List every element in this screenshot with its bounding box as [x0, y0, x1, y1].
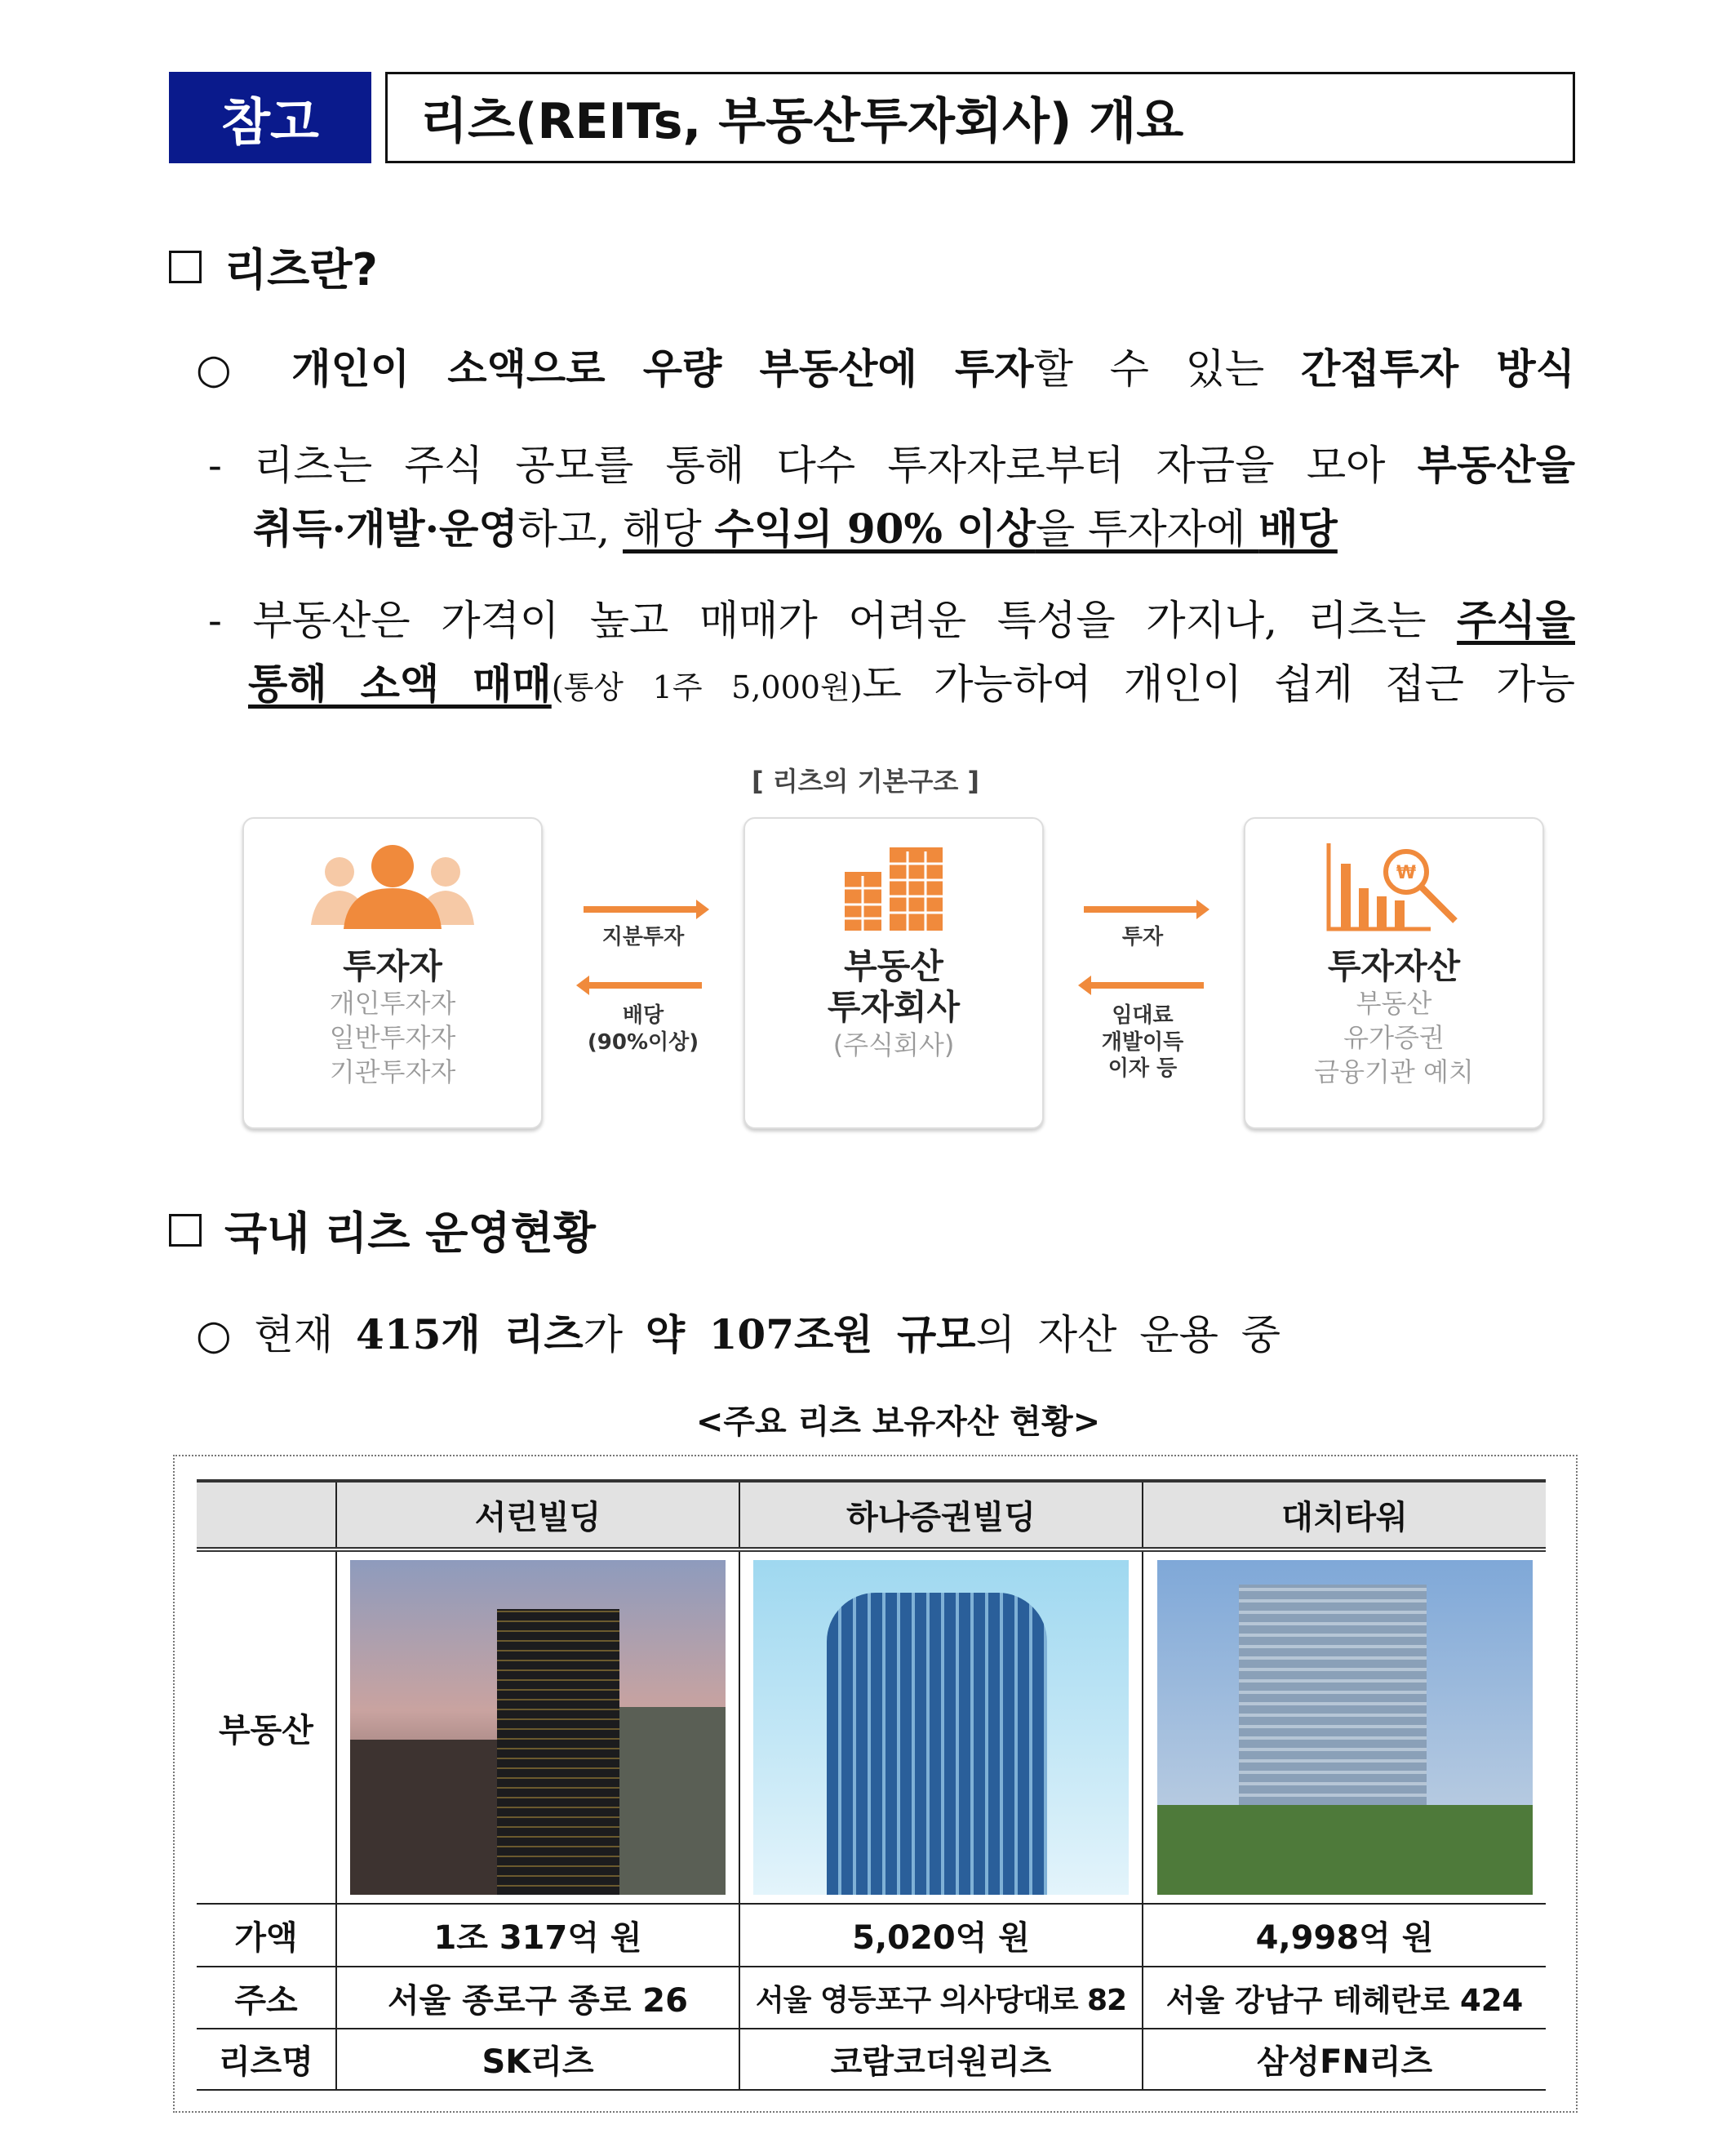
table-row: [197, 2029, 1546, 2090]
section-heading-reits: [169, 235, 378, 298]
text: 할 수 있는: [1033, 345, 1301, 393]
table-caption: <주요 리츠 보유자산 현황>: [695, 1403, 1101, 1441]
dash1-line1: [208, 433, 1575, 491]
bullet-main: ○ 개인이 소액으로 우량 부동산에 투자할 수 있는 간접투자 방식: [196, 345, 1575, 393]
company-title: 부동산: [844, 946, 943, 986]
arrow-right-icon: [1084, 906, 1198, 913]
chart-magnifier-icon: [1325, 843, 1463, 933]
cell: 코람코더원리츠: [739, 2029, 1143, 2090]
building-photo-seorin: [350, 1560, 726, 1895]
bold-text: 415개 리츠: [356, 1310, 584, 1358]
table-row: [197, 1549, 1546, 1904]
company-sub: (주식회사): [832, 1029, 955, 1060]
investor-item: 개인투자자: [329, 988, 456, 1020]
assets-item: 유가증권: [1343, 1021, 1445, 1053]
text: 의 자산 운용 중: [975, 1311, 1281, 1358]
table-row: [197, 1904, 1546, 1967]
checkbox-icon: [169, 1214, 202, 1247]
text: (통상 1주 5,000원): [551, 669, 863, 705]
svg-text:₩: ₩: [1396, 863, 1417, 883]
page-title: 리츠(REITs, 부동산투자회사) 개요: [385, 72, 1575, 163]
cell: 5,020억 원: [739, 1904, 1143, 1967]
cell: 4,998억 원: [1143, 1904, 1546, 1967]
dividend-label: [561, 1002, 725, 1056]
text: (90%이상): [587, 1029, 699, 1055]
arrow-left-icon: [1090, 982, 1204, 989]
dash2-line1: [208, 588, 1575, 647]
bold-text: 약 107조원 규모: [645, 1310, 976, 1358]
investor-title: 투자자: [343, 946, 442, 986]
bold-text: 취득·개발·운영: [253, 505, 518, 553]
cell: 서울 강남구 테헤란로 424: [1143, 1967, 1546, 2029]
table-row: [197, 1967, 1546, 2029]
header-cell: 대치타워: [1143, 1481, 1546, 1549]
reits-assets-table: [197, 1479, 1546, 2091]
header-cell: [197, 1481, 336, 1549]
bold-text: 수익의 90% 이상: [714, 505, 1036, 553]
text: 현재: [254, 1311, 357, 1358]
checkbox-icon: [169, 251, 202, 283]
income-label: [1061, 1002, 1224, 1082]
text: - 리츠는 주식 공모를 통해 다수 투자자로부터 자금을 모아: [208, 442, 1418, 489]
dash1-line2: [253, 496, 1338, 555]
section-heading-status: [169, 1198, 596, 1261]
text: 해당: [623, 505, 715, 553]
arrow-left-icon: [588, 982, 702, 989]
text: 개발이득: [1101, 1029, 1184, 1055]
bold-text: 부동산을: [1417, 441, 1575, 489]
invest-label: 투자: [1121, 925, 1164, 949]
assets-box: [1244, 817, 1544, 1129]
section-title: 리츠란?: [224, 244, 378, 296]
cell: 서울 영등포구 의사당대로 82: [739, 1967, 1143, 2029]
image-cell: [1143, 1549, 1546, 1904]
dash2-line2: [248, 651, 1575, 710]
bold-text: 주식을: [1457, 596, 1575, 644]
image-cell: [336, 1549, 739, 1904]
diagram-caption: [ 리츠의 기본구조 ]: [751, 766, 980, 797]
bold-text: 개인이 소액으로 우량 부동산에 투자: [291, 345, 1034, 393]
arrow-right-icon: [584, 906, 698, 913]
row-label: 리츠명: [197, 2029, 336, 2090]
company-box: [743, 817, 1044, 1129]
cell: 서울 종로구 종로 26: [336, 1967, 739, 2029]
header-cell: 하나증권빌딩: [739, 1481, 1143, 1549]
text: 임대료: [1112, 1003, 1174, 1028]
header-cell: 서린빌딩: [336, 1481, 739, 1549]
bold-text: 간접투자 방식: [1300, 345, 1575, 393]
assets-item: 부동산: [1356, 988, 1432, 1020]
reference-tag: 참고: [169, 72, 371, 163]
text: 도 가능하여 개인이 쉽게 접근 가능: [862, 660, 1575, 708]
row-label: 부동산: [197, 1549, 336, 1904]
text: - 부동산은 가격이 높고 매매가 어려운 특성을 가지나, 리츠는: [208, 597, 1458, 644]
building-icon: [841, 843, 947, 933]
text: 을 투자자에: [1035, 505, 1259, 553]
cell: SK리츠: [336, 2029, 739, 2090]
bold-text: 통해 소액 매매: [248, 660, 552, 708]
text: 가: [583, 1311, 646, 1358]
row-label: 주소: [197, 1967, 336, 2029]
building-photo-hana: [753, 1560, 1129, 1895]
text: 이자 등: [1107, 1056, 1178, 1081]
equity-label: 지분투자: [601, 925, 685, 949]
cell: 1조 317억 원: [336, 1904, 739, 1967]
cell: 삼성FN리츠: [1143, 2029, 1546, 2090]
bold-text: 배당: [1258, 505, 1338, 553]
investor-item: 기관투자자: [329, 1056, 456, 1087]
investor-box: [242, 817, 543, 1129]
people-icon: [307, 843, 478, 933]
text: 하고,: [517, 505, 624, 553]
bullet-status: ○ 현재 415개 리츠가 약 107조원 규모의 자산 운용 중: [196, 1310, 1281, 1358]
company-title: 투자회사: [827, 987, 961, 1028]
building-photo-daechi: [1157, 1560, 1533, 1895]
assets-item: 금융기관 예치: [1314, 1056, 1474, 1087]
text: 배당: [622, 1003, 664, 1028]
investor-item: 일반투자자: [329, 1021, 456, 1053]
assets-title: 투자자산: [1327, 946, 1461, 986]
row-label: 가액: [197, 1904, 336, 1967]
section-title: 국내 리츠 운영현황: [224, 1207, 596, 1259]
image-cell: [739, 1549, 1143, 1904]
